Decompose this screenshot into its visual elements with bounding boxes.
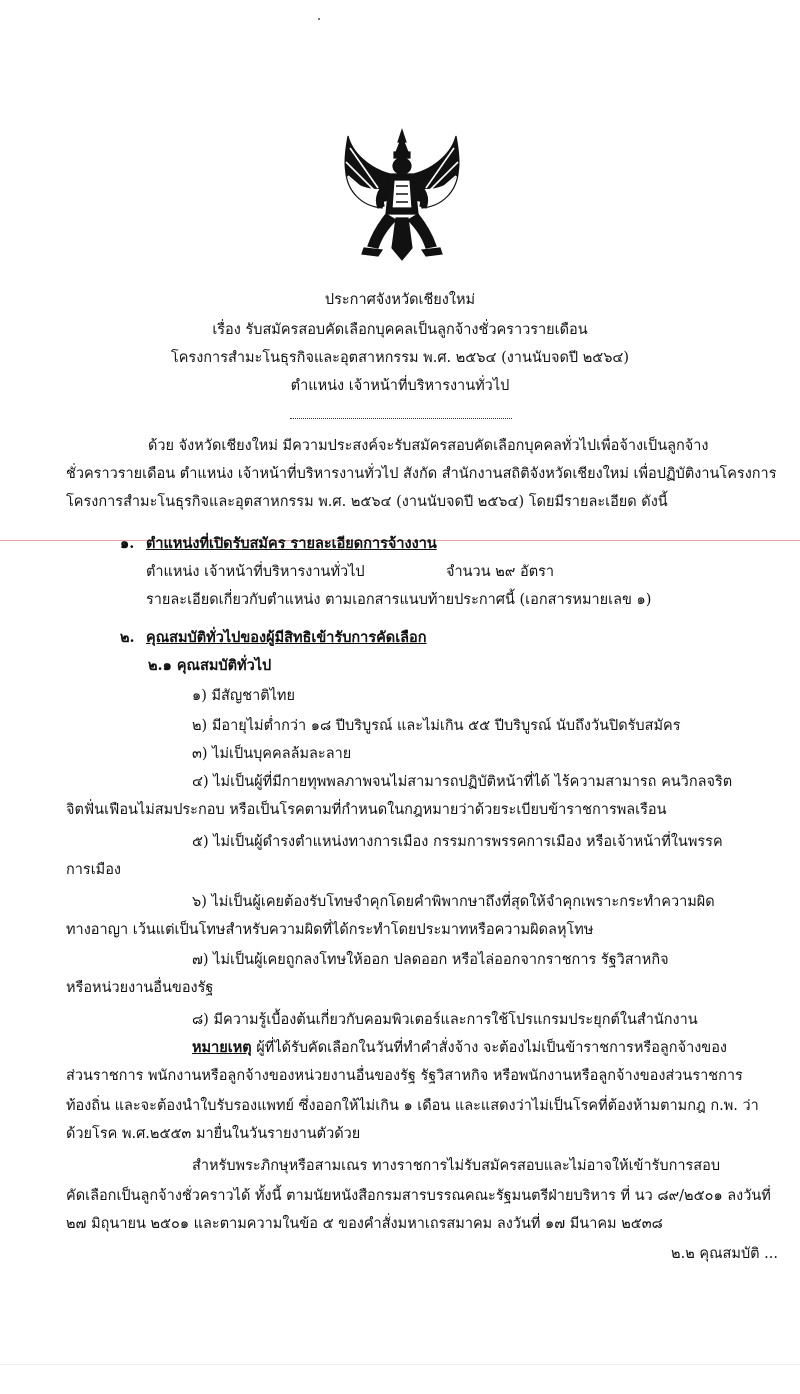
section-2-heading: คุณสมบัติทั่วไปของผู้มีสิทธิเข้ารับการคัดเลือก <box>146 629 427 646</box>
section-1-number: ๑. <box>120 535 135 552</box>
section-1-heading: ตำแหน่งที่เปิดรับสมัคร รายละเอียดการจ้างงาน <box>146 535 437 552</box>
section-2-number: ๒. <box>120 629 135 646</box>
qualification-item-6a: ๖) ไม่เป็นผู้เคยต้องรับโทษจำคุกโดยคำพิพากษาถึงที่สุดให้จำคุกเพราะกระทำความผิด <box>192 894 715 910</box>
dotted-divider <box>290 418 512 419</box>
page-continuation: ๒.๒ คุณสมบัติ ... <box>671 1246 778 1262</box>
project-line: โครงการสำมะโนธุรกิจและอุตสาหกรรม พ.ศ. ๒๕๖๔ (งานนับจดปี ๒๕๖๔) <box>170 350 630 366</box>
scan-bottom-line <box>0 1364 800 1365</box>
qualification-item-1: ๑) มีสัญชาติไทย <box>192 688 295 704</box>
qualification-item-3: ๓) ไม่เป็นบุคคลล้มละลาย <box>192 746 352 762</box>
qualification-item-8: ๘) มีความรู้เบื้องต้นเกี่ยวกับคอมพิวเตอร์และการใช้โปรแกรมประยุกต์ในสำนักงาน <box>192 1012 698 1028</box>
intro-line-1: ด้วย จังหวัดเชียงใหม่ มีความประสงค์จะรับสมัครสอบคัดเลือกบุคคลทั่วไปเพื่อจ้างเป็นลูกจ้าง <box>148 438 709 454</box>
monk-line-3: ๒๗ มิถุนายน ๒๕๐๑ และตามความในข้อ ๕ ของคำสั่งมหาเถรสมาคม ลงวันที่ ๑๗ มีนาคม ๒๕๓๘ <box>66 1216 663 1232</box>
qualification-item-6b: ทางอาญา เว้นแต่เป็นโทษสำหรับความผิดที่ได้กระทำโดยประมาทหรือความผิดลหุโทษ <box>66 922 594 938</box>
note-line-3: ท้องถิ่น และจะต้องนำใบรับรองแพทย์ ซึ่งออกให้ไม่เกิน ๑ เดือน และแสดงว่าไม่เป็นโรคที่ต้องห้ามตามกฎ ก.พ. ว่า <box>66 1098 759 1114</box>
intro-line-2: ชั่วคราวรายเดือน ตำแหน่ง เจ้าหน้าที่บริหารงานทั่วไป สังกัด สำนักงานสถิติจังหวัดเชียงใหม่ เพื่อปฏิบัติงานโครงการ <box>66 466 777 482</box>
qualification-item-2: ๒) มีอายุไม่ต่ำกว่า ๑๘ ปีบริบูรณ์ และไม่เกิน ๕๕ ปีบริบูรณ์ นับถึงวันปิดรับสมัคร <box>192 718 681 734</box>
qualification-item-4a: ๔) ไม่เป็นผู้ที่มีกายทุพพลภาพจนไม่สามารถปฏิบัติหน้าที่ได้ ไร้ความสามารถ คนวิกลจริต <box>192 774 733 790</box>
note-text: ผู้ที่ได้รับคัดเลือกในวันที่ทำคำสั่งจ้าง จะต้องไม่เป็นข้าราชการหรือลูกจ้างของ <box>251 1040 727 1056</box>
qualification-item-7b: หรือหน่วยงานอื่นของรัฐ <box>66 980 214 996</box>
intro-line-3: โครงการสำมะโนธุรกิจและอุตสาหกรรม พ.ศ. ๒๕๖๔ (งานนับจดปี ๒๕๖๔) โดยมีรายละเอียด ดังนี้ <box>66 494 668 510</box>
note-line-1 <box>192 1038 727 1058</box>
section-1-count: จำนวน ๒๙ อัตรา <box>446 564 555 580</box>
section-1-position: ตำแหน่ง เจ้าหน้าที่บริหารงานทั่วไป <box>146 564 365 580</box>
note-label: หมายเหตุ <box>192 1039 252 1056</box>
position-title: ตำแหน่ง เจ้าหน้าที่บริหารงานทั่วไป <box>290 378 510 394</box>
subject-line: เรื่อง รับสมัครสอบคัดเลือกบุคคลเป็นลูกจ้างชั่วคราวรายเดือน <box>212 322 588 338</box>
qualification-item-5b: การเมือง <box>66 862 122 878</box>
note-line-2: ส่วนราชการ พนักงานหรือลูกจ้างของหน่วยงานอื่นของรัฐ รัฐวิสาหกิจ หรือพนักงานหรือลูกจ้างของส่วนราชการ <box>66 1068 743 1084</box>
section-2-1-heading: ๒.๑ คุณสมบัติทั่วไป <box>148 657 272 674</box>
note-line-4: ด้วยโรค พ.ศ.๒๕๕๓ มายื่นในวันรายงานตัวด้วย <box>66 1126 361 1142</box>
qualification-item-5a: ๕) ไม่เป็นผู้ดำรงตำแหน่งทางการเมือง กรรมการพรรคการเมือง หรือเจ้าหน้าที่ในพรรค <box>192 834 723 850</box>
monk-line-1: สำหรับพระภิกษุหรือสามเณร ทางราชการไม่รับสมัครสอบและไม่อาจให้เข้ารับการสอบ <box>192 1158 721 1174</box>
announcement-title: ประกาศจังหวัดเชียงใหม่ <box>324 292 476 308</box>
qualification-item-7a: ๗) ไม่เป็นผู้เคยถูกลงโทษให้ออก ปลดออก หรือไล่ออกจากราชการ รัฐวิสาหกิจ <box>192 952 669 968</box>
garuda-emblem-icon <box>338 128 466 264</box>
section-1-detail: รายละเอียดเกี่ยวกับตำแหน่ง ตามเอกสารแนบท้ายประกาศนี้ (เอกสารหมายเลข ๑) <box>146 592 652 608</box>
monk-line-2: คัดเลือกเป็นลูกจ้างชั่วคราวได้ ทั้งนี้ ตามนัยหนังสือกรมสารบรรณคณะรัฐมนตรีฝ่ายบริหาร ที่ นว ๘๙/๒๕๐๑ ลงวันที่ <box>66 1188 771 1204</box>
scan-speck <box>318 18 320 20</box>
qualification-item-4b: จิตฟั่นเฟือนไม่สมประกอบ หรือเป็นโรคตามที่กำหนดในกฎหมายว่าด้วยระเบียบข้าราชการพลเรือน <box>66 802 667 818</box>
